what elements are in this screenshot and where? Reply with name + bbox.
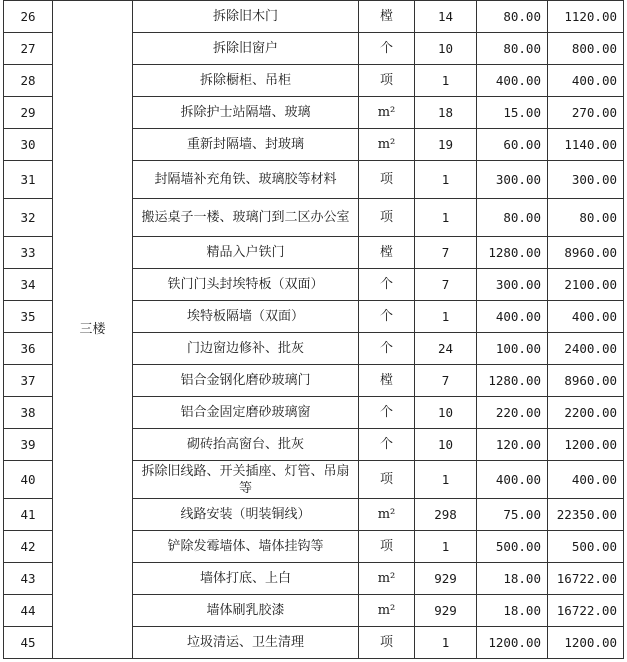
- unit-cell: 樘: [359, 237, 415, 269]
- total-price-cell: 2200.00: [548, 397, 624, 429]
- total-price-cell: 22350.00: [548, 499, 624, 531]
- cost-table: [3, 0, 624, 659]
- quantity-cell: 10: [415, 429, 477, 461]
- total-price-cell: 16722.00: [548, 563, 624, 595]
- unit-cell: m²: [359, 499, 415, 531]
- quantity-cell: 1: [415, 65, 477, 97]
- total-price-cell: 400.00: [548, 301, 624, 333]
- unit-cell: 个: [359, 333, 415, 365]
- row-number-cell: 44: [4, 595, 53, 627]
- unit-cell: 项: [359, 531, 415, 563]
- total-price-cell: 1120.00: [548, 1, 624, 33]
- unit-price-cell: 18.00: [477, 595, 548, 627]
- total-price-cell: 800.00: [548, 33, 624, 65]
- unit-price-cell: 300.00: [477, 161, 548, 199]
- unit-price-cell: 220.00: [477, 397, 548, 429]
- unit-cell: 项: [359, 461, 415, 499]
- row-number-cell: 27: [4, 33, 53, 65]
- total-price-cell: 1200.00: [548, 429, 624, 461]
- item-name-cell: 铝合金固定磨砂玻璃窗: [133, 397, 359, 429]
- item-name-cell: 埃特板隔墙（双面）: [133, 301, 359, 333]
- total-price-cell: 270.00: [548, 97, 624, 129]
- item-name-cell: 拆除旧线路、开关插座、灯管、吊扇等: [133, 461, 359, 499]
- row-number-cell: 30: [4, 129, 53, 161]
- row-number-cell: 34: [4, 269, 53, 301]
- total-price-cell: 8960.00: [548, 237, 624, 269]
- unit-price-cell: 400.00: [477, 65, 548, 97]
- row-number-cell: 37: [4, 365, 53, 397]
- unit-price-cell: 80.00: [477, 199, 548, 237]
- quantity-cell: 929: [415, 563, 477, 595]
- unit-price-cell: 400.00: [477, 301, 548, 333]
- row-number-cell: 35: [4, 301, 53, 333]
- item-name-cell: 铲除发霉墙体、墙体挂钩等: [133, 531, 359, 563]
- row-number-cell: 32: [4, 199, 53, 237]
- total-price-cell: 300.00: [548, 161, 624, 199]
- row-number-cell: 26: [4, 1, 53, 33]
- unit-price-cell: 1280.00: [477, 237, 548, 269]
- unit-cell: 项: [359, 627, 415, 659]
- unit-cell: 项: [359, 161, 415, 199]
- quantity-cell: 298: [415, 499, 477, 531]
- item-name-cell: 铝合金钢化磨砂玻璃门: [133, 365, 359, 397]
- quantity-cell: 14: [415, 1, 477, 33]
- row-number-cell: 42: [4, 531, 53, 563]
- unit-cell: m²: [359, 563, 415, 595]
- unit-cell: 个: [359, 429, 415, 461]
- unit-price-cell: 120.00: [477, 429, 548, 461]
- quantity-cell: 10: [415, 397, 477, 429]
- unit-price-cell: 75.00: [477, 499, 548, 531]
- quantity-cell: 19: [415, 129, 477, 161]
- quantity-cell: 10: [415, 33, 477, 65]
- quantity-cell: 1: [415, 531, 477, 563]
- unit-price-cell: 400.00: [477, 461, 548, 499]
- unit-cell: 项: [359, 199, 415, 237]
- total-price-cell: 8960.00: [548, 365, 624, 397]
- item-name-cell: 垃圾清运、卫生清理: [133, 627, 359, 659]
- quantity-cell: 18: [415, 97, 477, 129]
- quantity-cell: 1: [415, 161, 477, 199]
- row-number-cell: 31: [4, 161, 53, 199]
- item-name-cell: 拆除旧木门: [133, 1, 359, 33]
- unit-cell: m²: [359, 129, 415, 161]
- item-name-cell: 拆除旧窗户: [133, 33, 359, 65]
- total-price-cell: 2100.00: [548, 269, 624, 301]
- row-number-cell: 38: [4, 397, 53, 429]
- unit-cell: 樘: [359, 1, 415, 33]
- total-price-cell: 400.00: [548, 65, 624, 97]
- unit-cell: 个: [359, 269, 415, 301]
- row-number-cell: 40: [4, 461, 53, 499]
- item-name-cell: 砌砖抬高窗台、批灰: [133, 429, 359, 461]
- unit-price-cell: 100.00: [477, 333, 548, 365]
- quantity-cell: 1: [415, 301, 477, 333]
- total-price-cell: 1140.00: [548, 129, 624, 161]
- quantity-cell: 1: [415, 199, 477, 237]
- unit-price-cell: 60.00: [477, 129, 548, 161]
- floor-group-cell: 三楼: [53, 1, 133, 659]
- unit-price-cell: 1200.00: [477, 627, 548, 659]
- row-number-cell: 43: [4, 563, 53, 595]
- quantity-cell: 929: [415, 595, 477, 627]
- row-number-cell: 29: [4, 97, 53, 129]
- quantity-cell: 7: [415, 237, 477, 269]
- unit-price-cell: 80.00: [477, 1, 548, 33]
- row-number-cell: 28: [4, 65, 53, 97]
- quantity-cell: 1: [415, 461, 477, 499]
- quantity-cell: 7: [415, 269, 477, 301]
- row-number-cell: 45: [4, 627, 53, 659]
- table-row: [4, 1, 624, 33]
- unit-price-cell: 500.00: [477, 531, 548, 563]
- row-number-cell: 36: [4, 333, 53, 365]
- item-name-cell: 封隔墙补充角铁、玻璃胶等材料: [133, 161, 359, 199]
- row-number-cell: 41: [4, 499, 53, 531]
- quantity-cell: 1: [415, 627, 477, 659]
- item-name-cell: 搬运桌子一楼、玻璃门到二区办公室: [133, 199, 359, 237]
- item-name-cell: 门边窗边修补、批灰: [133, 333, 359, 365]
- quantity-cell: 7: [415, 365, 477, 397]
- unit-cell: 项: [359, 65, 415, 97]
- item-name-cell: 墙体打底、上白: [133, 563, 359, 595]
- item-name-cell: 拆除橱柜、吊柜: [133, 65, 359, 97]
- total-price-cell: 16722.00: [548, 595, 624, 627]
- table-body: [4, 1, 624, 659]
- total-price-cell: 400.00: [548, 461, 624, 499]
- unit-cell: m²: [359, 595, 415, 627]
- row-number-cell: 33: [4, 237, 53, 269]
- item-name-cell: 拆除护士站隔墙、玻璃: [133, 97, 359, 129]
- unit-cell: 个: [359, 397, 415, 429]
- total-price-cell: 2400.00: [548, 333, 624, 365]
- unit-price-cell: 15.00: [477, 97, 548, 129]
- item-name-cell: 线路安装（明装铜线）: [133, 499, 359, 531]
- unit-cell: 樘: [359, 365, 415, 397]
- item-name-cell: 重新封隔墙、封玻璃: [133, 129, 359, 161]
- unit-cell: 个: [359, 301, 415, 333]
- row-number-cell: 39: [4, 429, 53, 461]
- unit-price-cell: 18.00: [477, 563, 548, 595]
- item-name-cell: 铁门门头封埃特板（双面）: [133, 269, 359, 301]
- item-name-cell: 精品入户铁门: [133, 237, 359, 269]
- unit-cell: 个: [359, 33, 415, 65]
- total-price-cell: 80.00: [548, 199, 624, 237]
- total-price-cell: 500.00: [548, 531, 624, 563]
- quantity-cell: 24: [415, 333, 477, 365]
- unit-cell: m²: [359, 97, 415, 129]
- unit-price-cell: 80.00: [477, 33, 548, 65]
- total-price-cell: 1200.00: [548, 627, 624, 659]
- unit-price-cell: 300.00: [477, 269, 548, 301]
- item-name-cell: 墙体刷乳胶漆: [133, 595, 359, 627]
- unit-price-cell: 1280.00: [477, 365, 548, 397]
